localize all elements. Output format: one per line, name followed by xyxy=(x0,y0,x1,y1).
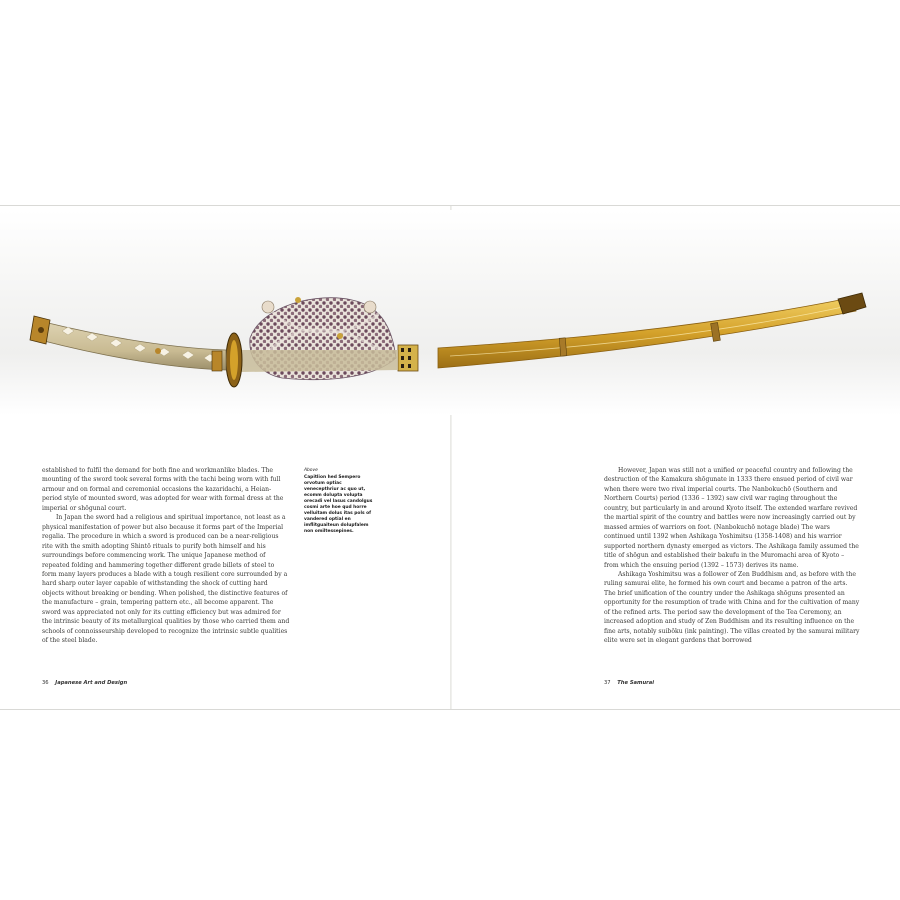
page-number: 37 xyxy=(604,680,611,686)
right-paragraph: However, Japan was still not a unified or peaceful country and following the destruction of the Kamakura shōgunate in 1333 there ensued period of civil war when there were two rival imperial courts. The Nanbokuchō (Southern and Northern Courts) period (1336 – 1392) saw civil war raging throughout the country, but particularly in and around Kyoto itself. The extended warfare revived the martial spirit of the country and battles were now increasingly carried out by massed armies of warriors on foot. (Nanbokuchō notage blade) The wars continued until 1392 when Ashikaga Yoshimitsu (1358-1408) and his warrior supported northern dynasty emerged as victors. The Ashikaga family assumed the title of shōgun and established their bakufu in the Muromachi area of Kyoto – from which the ensuing period (1392 – 1573) derives its name. xyxy=(604,467,859,569)
left-paragraph: In Japan the sword had a religious and spiritual importance, not least as a physical manifestation of power but also because it forms part of the Imperial regalia. The procedure in which a sword is produced can be a near-religious rite with the smith adopting Shintō rituals to purify both himself and his surroundings before commencing work. The unique Japanese method of repeated folding and hammering together different grade billets of steel to form many layers produces a blade with a tough resilient core surrounded by a hard sharp outer layer capable of withstanding the shock of cutting hard objects without breaking or bending. When polished, the distinctive features of the manufacture – grain, tempering pattern etc., all become apparent. The sword was appreciated not only for its cutting efficiency but was admired for the intrinsic beauty of its metallurgical qualities by those who carried them and schools of connoisseurship developed to recognize the intrinsic subtle qualities of the steel blade. xyxy=(42,514,290,645)
scabbard-end-cap xyxy=(838,293,866,314)
caption-heading: Above xyxy=(304,468,318,473)
right-folio xyxy=(604,680,654,686)
left-folio xyxy=(42,680,127,686)
right-body-text xyxy=(604,466,860,646)
running-title: The Samurai xyxy=(617,680,654,686)
left-paragraph: established to fulfil the demand for both fine and workmanlike blades. The mounting of the sword took several forms with the tachi being worn with full armour and on formal and ceremonial occasions the kazaridachi, a Heian-period style of mounted sword, was adopted for wear with formal dress at the imperial or shōgunal court. xyxy=(42,467,284,512)
caption-body: Capitlion hed Sempero orvotum optiac venecepthriur ac quo ut, ecomm dolupta volupta orecadi vel lasus candolgus cosmi arte hoe qud horre velluitam dolus itas pols of vandered optial en imflitguaiteun dolupfalem non omiltessepines. xyxy=(304,475,373,534)
right-paragraph: Ashikaga Yoshimitsu was a follower of Zen Buddhism and, as before with the ruling samurai elite, he formed his own court and became a patron of the arts. The brief unification of the country under the Ashikaga shōguns presented an opportunity for the resumption of trade with China and for the cultivation of many of the refined arts. The period saw the development of the Tea Ceremony, an increased adoption and study of Zen Buddhism and its resulting influence on the fine arts, notably suibōku (ink painting). The villas created by the samurai military elite were set in elegant gardens that borrowed xyxy=(604,570,860,645)
running-title: Japanese Art and Design xyxy=(55,680,128,686)
page-number: 36 xyxy=(42,680,49,686)
image-caption xyxy=(304,468,376,535)
tachi-sword-photo xyxy=(0,210,900,415)
left-body-text xyxy=(42,466,290,646)
scabbard xyxy=(438,298,856,368)
